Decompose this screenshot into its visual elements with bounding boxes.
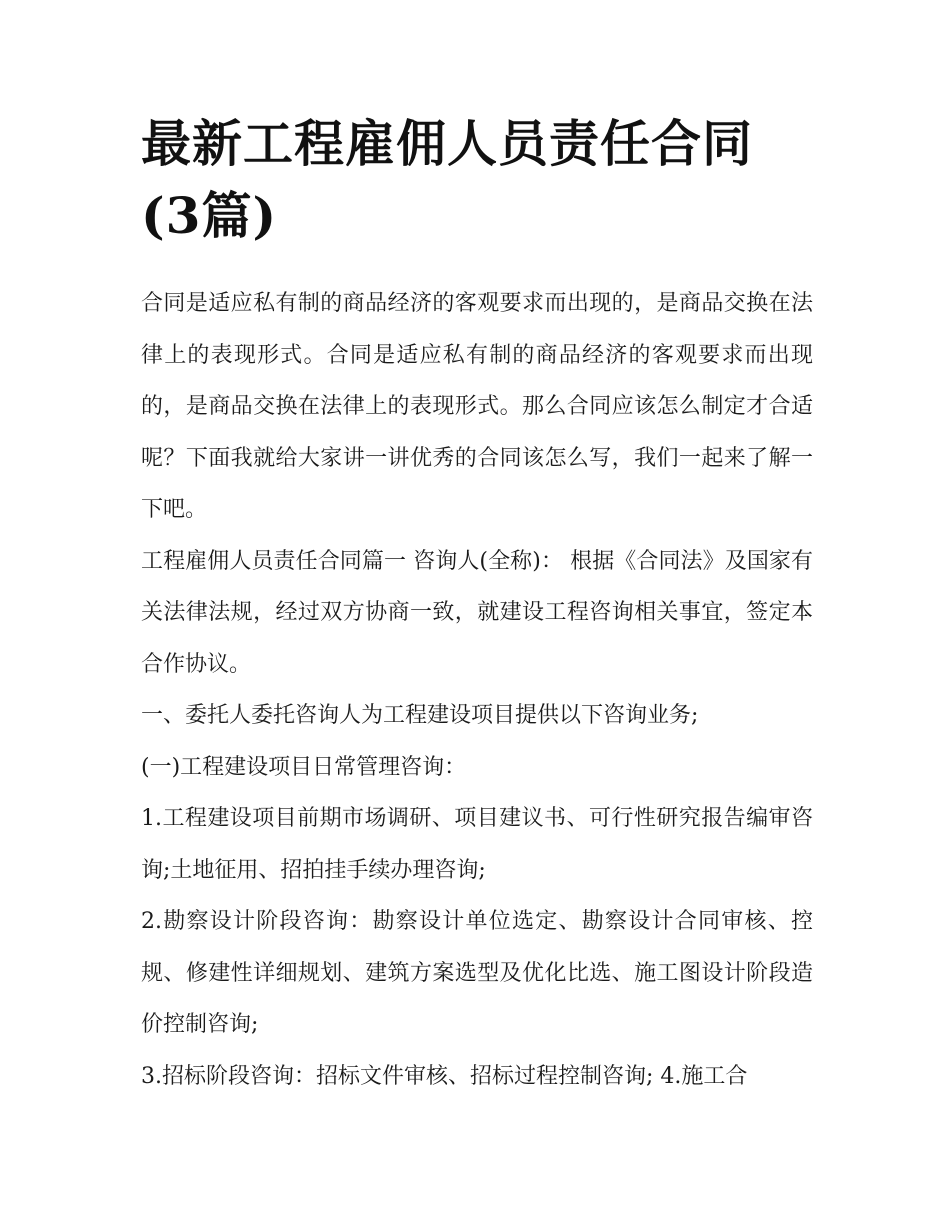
clause-2: 2.勘察设计阶段咨询：勘察设计单位选定、勘察设计合同审核、控规、修建性详细规划、建筑方案选型及优化比选、施工图设计阶段造价控制咨询; bbox=[141, 909, 813, 1037]
subsection-one-heading: (一)工程建设项目日常管理咨询： bbox=[141, 754, 467, 780]
intro-paragraph: 合同是适应私有制的商品经济的客观要求而出现的，是商品交换在法律上的表现形式。合同是适应私有制的商品经济的客观要求而出现的，是商品交换在法律上的表现形式。那么合同应该怎么制定才合适呢？下面我就给大家讲一讲优秀的合同该怎么写，我们一起来了解一下吧。 bbox=[141, 291, 813, 522]
contract-opening-paragraph: 工程雇佣人员责任合同篇一 咨询人(全称)： 根据《合同法》及国家有关法律法规，经过双方协商一致，就建设工程咨询相关事宜，签定本合作协议。 bbox=[141, 548, 813, 677]
section-one-heading: 一、委托人委托咨询人为工程建设项目提供以下咨询业务; bbox=[141, 703, 699, 728]
document-title: 最新工程雇佣人员责任合同(3篇) bbox=[141, 114, 753, 245]
clause-1: 1.工程建设项目前期市场调研、项目建议书、可行性研究报告编审咨询;土地征用、招拍挂手续办理咨询; bbox=[141, 806, 813, 883]
clause-3: 3.招标阶段咨询：招标文件审核、招标过程控制咨询; 4.施工合 bbox=[141, 1063, 748, 1089]
document-page bbox=[141, 108, 813, 1102]
